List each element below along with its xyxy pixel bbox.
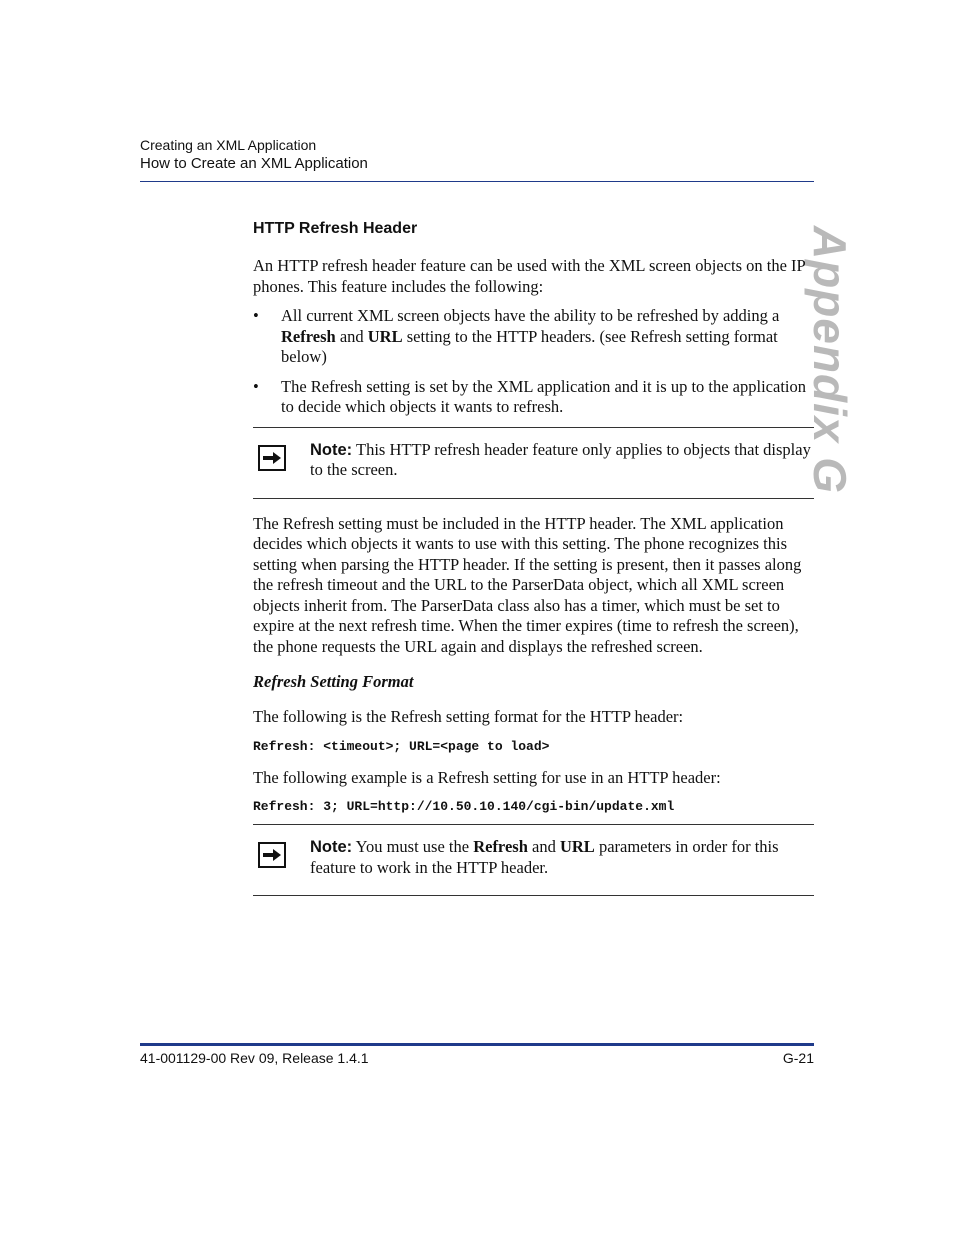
intro-paragraph: An HTTP refresh header feature can be used with the XML screen objects on the IP phones. This feature includes the following: [253, 256, 806, 296]
bullet-glyph: • [253, 376, 259, 396]
list-item [253, 377, 814, 418]
example-intro: The following example is a Refresh setting for use in an HTTP header: [253, 767, 721, 787]
note-2-text [310, 837, 814, 878]
header-rule [140, 181, 814, 182]
section-title: HTTP Refresh Header [253, 220, 418, 237]
bullet-1-mid: and [335, 326, 368, 346]
bullet-1-bold-url: URL [367, 326, 403, 346]
refresh-setting-paragraph: The Refresh setting must be included in the HTTP header. The XML application decides which objects it wants to use with this setting. The phone recognizes this setting when parsing the HTTP header. If the setting is present, then it passes along the refresh timeout and the URL to the ParserData object, which all XML screen objects inherit from. The ParserData class also has a timer, which must be set to expire at the next refresh time. When the timer expires (time to refresh the screen), the phone requests the URL again and displays the refreshed screen. [253, 513, 802, 656]
note-1-label: Note: [310, 440, 353, 459]
bullet-1-pre: All current XML screen objects have the ability to be refreshed by adding a [281, 306, 780, 325]
feature-list [253, 306, 814, 418]
note-box-1 [253, 427, 814, 499]
appendix-tab-label: Appendix G [804, 225, 856, 495]
note-2-bold-refresh: Refresh [473, 837, 528, 856]
note-2-bold-url: URL [559, 837, 595, 856]
subheading: Refresh Setting Format [253, 672, 414, 691]
footer-page-number: G-21 [782, 1050, 814, 1066]
bullet-glyph: • [253, 306, 259, 325]
note-box-2 [253, 824, 814, 896]
bullet-1-post: setting to the HTTP headers. (see Refresh setting format below) [281, 326, 778, 366]
header-chapter: Creating an XML Application [140, 137, 317, 153]
note-2-mid: and [527, 837, 560, 856]
page-content [253, 219, 814, 896]
running-header [140, 136, 814, 182]
bullet-1-bold-refresh: Refresh [281, 326, 336, 346]
note-2-pre: You must use the [352, 837, 474, 856]
page-footer [140, 1043, 814, 1066]
note-2-label: Note: [310, 838, 353, 856]
bullet-2-text: The Refresh setting is set by the XML application and it is up to the application to decide which objects it wants to refresh. [281, 376, 806, 416]
right-arrow-icon [258, 842, 286, 868]
note-1-body: This HTTP refresh header feature only applies to objects that display to the screen. [310, 439, 811, 479]
example-code: Refresh: 3; URL=http://10.50.10.140/cgi-bin/update.xml [253, 799, 675, 814]
footer-doc-id: 41-001129-00 Rev 09, Release 1.4.1 [140, 1050, 369, 1066]
format-code: Refresh: <timeout>; URL=<page to load> [253, 738, 550, 754]
note-2-post: parameters in order for this feature to work in the HTTP header. [310, 837, 779, 877]
header-section: How to Create an XML Application [140, 155, 368, 172]
note-1-text [310, 440, 814, 481]
list-item [253, 306, 814, 368]
footer-rule [140, 1043, 814, 1046]
footer-row [140, 1050, 814, 1066]
right-arrow-icon [258, 445, 286, 471]
format-intro: The following is the Refresh setting format for the HTTP header: [253, 707, 684, 726]
